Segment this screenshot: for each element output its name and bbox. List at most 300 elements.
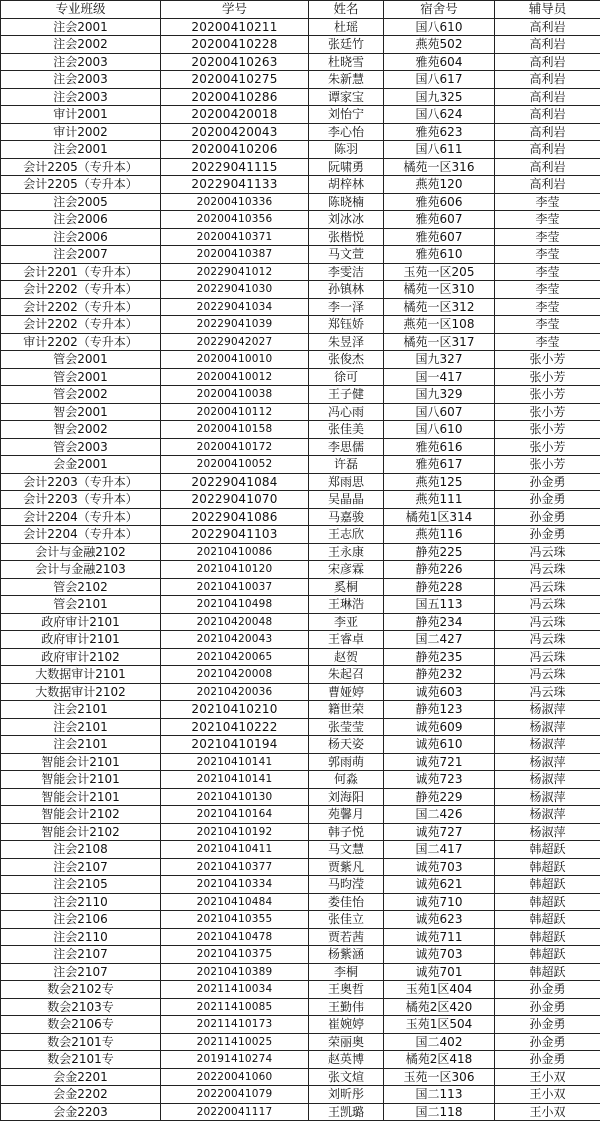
cell-name: 刘昕彤 <box>309 1086 384 1104</box>
cell-dorm: 国九325 <box>384 88 495 106</box>
table-row <box>1 71 600 89</box>
cell-counselor: 李莹 <box>495 298 600 316</box>
cell-dorm: 静苑235 <box>384 648 495 666</box>
cell-dorm: 诚苑711 <box>384 928 495 946</box>
cell-name: 吴晶晶 <box>309 491 384 509</box>
cell-class: 管会2001 <box>1 351 161 369</box>
cell-dorm: 燕苑502 <box>384 36 495 54</box>
cell-counselor: 韩超跃 <box>495 946 600 964</box>
cell-student-id: 20229041070 <box>161 491 309 509</box>
cell-dorm: 橘苑2区418 <box>384 1051 495 1069</box>
table-row <box>1 963 600 981</box>
cell-class: 注会2006 <box>1 228 161 246</box>
cell-class: 注会2107 <box>1 858 161 876</box>
cell-class: 会金2202 <box>1 1086 161 1104</box>
cell-counselor: 王小双 <box>495 1068 600 1086</box>
table-row <box>1 701 600 719</box>
cell-class: 智会2002 <box>1 421 161 439</box>
cell-name: 李桐 <box>309 963 384 981</box>
cell-class: 注会2003 <box>1 71 161 89</box>
cell-class: 注会2107 <box>1 946 161 964</box>
cell-counselor: 韩超跃 <box>495 911 600 929</box>
cell-name: 杜晓雪 <box>309 53 384 71</box>
cell-counselor: 高利岩 <box>495 176 600 194</box>
cell-dorm: 雅苑617 <box>384 456 495 474</box>
header-dorm: 宿舍号 <box>384 1 495 19</box>
cell-name: 籍世荣 <box>309 701 384 719</box>
table-row <box>1 1051 600 1069</box>
cell-name: 陈羽 <box>309 141 384 159</box>
table-row <box>1 281 600 299</box>
cell-student-id: 20210420008 <box>161 666 309 684</box>
cell-class: 会计与金融2103 <box>1 561 161 579</box>
cell-class: 注会2007 <box>1 246 161 264</box>
cell-class: 会计2201（专升本） <box>1 263 161 281</box>
cell-counselor: 高利岩 <box>495 88 600 106</box>
cell-counselor: 李莹 <box>495 333 600 351</box>
cell-name: 赵贺 <box>309 648 384 666</box>
cell-counselor: 杨淑萍 <box>495 736 600 754</box>
cell-class: 智能会计2101 <box>1 771 161 789</box>
cell-name: 贾紫凡 <box>309 858 384 876</box>
cell-name: 许磊 <box>309 456 384 474</box>
table-row <box>1 316 600 334</box>
table-row <box>1 1103 600 1121</box>
cell-class: 注会2001 <box>1 18 161 36</box>
cell-counselor: 张小芳 <box>495 403 600 421</box>
cell-class: 注会2110 <box>1 928 161 946</box>
cell-counselor: 冯云珠 <box>495 648 600 666</box>
cell-name: 何淼 <box>309 771 384 789</box>
table-row <box>1 508 600 526</box>
cell-dorm: 雅苑616 <box>384 438 495 456</box>
cell-dorm: 诚苑703 <box>384 858 495 876</box>
table-row <box>1 543 600 561</box>
cell-counselor: 李莹 <box>495 263 600 281</box>
cell-class: 数会2103专 <box>1 998 161 1016</box>
cell-student-id: 20191410274 <box>161 1051 309 1069</box>
cell-dorm: 雅苑623 <box>384 123 495 141</box>
table-row <box>1 858 600 876</box>
cell-dorm: 橘苑一区312 <box>384 298 495 316</box>
cell-class: 审计2202（专升本） <box>1 333 161 351</box>
cell-dorm: 诚苑623 <box>384 911 495 929</box>
cell-dorm: 国二426 <box>384 806 495 824</box>
cell-name: 张楷悦 <box>309 228 384 246</box>
cell-dorm: 静苑229 <box>384 788 495 806</box>
cell-student-id: 20229041030 <box>161 281 309 299</box>
cell-counselor: 韩超跃 <box>495 858 600 876</box>
cell-student-id: 20200410052 <box>161 456 309 474</box>
cell-counselor: 高利岩 <box>495 158 600 176</box>
table-row <box>1 263 600 281</box>
cell-student-id: 20200410336 <box>161 193 309 211</box>
cell-class: 注会2002 <box>1 36 161 54</box>
cell-dorm: 诚苑609 <box>384 718 495 736</box>
table-row <box>1 771 600 789</box>
table-row <box>1 753 600 771</box>
table-row <box>1 911 600 929</box>
cell-counselor: 孙金勇 <box>495 1016 600 1034</box>
cell-student-id: 20200410371 <box>161 228 309 246</box>
cell-student-id: 20200410038 <box>161 386 309 404</box>
cell-student-id: 20229041012 <box>161 263 309 281</box>
cell-class: 注会2101 <box>1 718 161 736</box>
cell-counselor: 韩超跃 <box>495 876 600 894</box>
cell-student-id: 20220041060 <box>161 1068 309 1086</box>
cell-dorm: 橘苑一区316 <box>384 158 495 176</box>
cell-student-id: 20200410206 <box>161 141 309 159</box>
table-row <box>1 736 600 754</box>
cell-dorm: 国八611 <box>384 141 495 159</box>
cell-name: 王子健 <box>309 386 384 404</box>
cell-class: 注会2105 <box>1 876 161 894</box>
cell-dorm: 诚苑621 <box>384 876 495 894</box>
cell-class: 注会2101 <box>1 736 161 754</box>
cell-class: 注会2006 <box>1 211 161 229</box>
cell-student-id: 20210410120 <box>161 561 309 579</box>
cell-class: 会金2001 <box>1 456 161 474</box>
cell-student-id: 20211410173 <box>161 1016 309 1034</box>
table-row <box>1 123 600 141</box>
table-row <box>1 666 600 684</box>
cell-counselor: 高利岩 <box>495 141 600 159</box>
cell-counselor: 冯云珠 <box>495 596 600 614</box>
cell-name: 宋彦霖 <box>309 561 384 579</box>
header-row <box>1 1 600 19</box>
cell-class: 会金2201 <box>1 1068 161 1086</box>
cell-student-id: 20200410211 <box>161 18 309 36</box>
table-row <box>1 368 600 386</box>
cell-name: 李一泽 <box>309 298 384 316</box>
table-row <box>1 106 600 124</box>
cell-counselor: 孙金勇 <box>495 1033 600 1051</box>
cell-dorm: 诚苑710 <box>384 893 495 911</box>
cell-student-id: 20210410192 <box>161 823 309 841</box>
cell-student-id: 20229041034 <box>161 298 309 316</box>
table-row <box>1 683 600 701</box>
cell-name: 韩子悦 <box>309 823 384 841</box>
cell-counselor: 冯云珠 <box>495 683 600 701</box>
cell-counselor: 韩超跃 <box>495 928 600 946</box>
table-row <box>1 946 600 964</box>
cell-dorm: 静苑228 <box>384 578 495 596</box>
cell-name: 孙镇林 <box>309 281 384 299</box>
cell-student-id: 20200410228 <box>161 36 309 54</box>
cell-counselor: 冯云珠 <box>495 561 600 579</box>
cell-name: 朱起召 <box>309 666 384 684</box>
cell-counselor: 高利岩 <box>495 71 600 89</box>
table-row <box>1 351 600 369</box>
cell-name: 谭家宝 <box>309 88 384 106</box>
cell-class: 管会2102 <box>1 578 161 596</box>
cell-counselor: 冯云珠 <box>495 666 600 684</box>
cell-counselor: 李莹 <box>495 193 600 211</box>
cell-student-id: 20210410484 <box>161 893 309 911</box>
cell-counselor: 王小双 <box>495 1086 600 1104</box>
cell-name: 苑馨月 <box>309 806 384 824</box>
cell-class: 数会2101专 <box>1 1051 161 1069</box>
cell-dorm: 燕苑125 <box>384 473 495 491</box>
cell-student-id: 20200410112 <box>161 403 309 421</box>
cell-class: 会计2203（专升本） <box>1 491 161 509</box>
table-row <box>1 53 600 71</box>
cell-dorm: 静苑234 <box>384 613 495 631</box>
cell-name: 陈晓楠 <box>309 193 384 211</box>
cell-counselor: 高利岩 <box>495 18 600 36</box>
cell-class: 审计2002 <box>1 123 161 141</box>
table-row <box>1 613 600 631</box>
cell-student-id: 20200420043 <box>161 123 309 141</box>
table-row <box>1 176 600 194</box>
cell-student-id: 20200410172 <box>161 438 309 456</box>
cell-class: 大数据审计2101 <box>1 666 161 684</box>
cell-class: 政府审计2102 <box>1 648 161 666</box>
table-row <box>1 141 600 159</box>
cell-counselor: 冯云珠 <box>495 543 600 561</box>
cell-student-id: 20200410286 <box>161 88 309 106</box>
cell-name: 张廷竹 <box>309 36 384 54</box>
table-row <box>1 631 600 649</box>
cell-name: 王睿卓 <box>309 631 384 649</box>
cell-name: 王永康 <box>309 543 384 561</box>
cell-name: 王志欣 <box>309 526 384 544</box>
cell-counselor: 杨淑萍 <box>495 753 600 771</box>
cell-dorm: 诚苑703 <box>384 946 495 964</box>
cell-student-id: 20200410158 <box>161 421 309 439</box>
cell-dorm: 国一417 <box>384 368 495 386</box>
table-row <box>1 561 600 579</box>
cell-class: 注会2106 <box>1 911 161 929</box>
cell-name: 贾若茜 <box>309 928 384 946</box>
cell-class: 智会2001 <box>1 403 161 421</box>
table-row <box>1 526 600 544</box>
table-row <box>1 158 600 176</box>
cell-name: 张莹莹 <box>309 718 384 736</box>
cell-dorm: 静苑232 <box>384 666 495 684</box>
cell-class: 数会2106专 <box>1 1016 161 1034</box>
cell-counselor: 孙金勇 <box>495 1051 600 1069</box>
table-row <box>1 1016 600 1034</box>
cell-counselor: 冯云珠 <box>495 631 600 649</box>
cell-class: 政府审计2101 <box>1 631 161 649</box>
cell-name: 杨紫涵 <box>309 946 384 964</box>
cell-student-id: 20229041115 <box>161 158 309 176</box>
cell-counselor: 冯云珠 <box>495 578 600 596</box>
cell-counselor: 张小芳 <box>495 351 600 369</box>
cell-name: 马文慧 <box>309 841 384 859</box>
table-row <box>1 578 600 596</box>
cell-class: 会计2203（专升本） <box>1 473 161 491</box>
cell-student-id: 20210410334 <box>161 876 309 894</box>
cell-name: 阮啸勇 <box>309 158 384 176</box>
cell-dorm: 国五113 <box>384 596 495 614</box>
cell-class: 注会2003 <box>1 88 161 106</box>
cell-student-id: 20200410387 <box>161 246 309 264</box>
table-row <box>1 211 600 229</box>
table-row <box>1 333 600 351</box>
cell-student-id: 20210410141 <box>161 771 309 789</box>
cell-name: 李亚 <box>309 613 384 631</box>
cell-student-id: 20210410210 <box>161 701 309 719</box>
cell-dorm: 燕苑120 <box>384 176 495 194</box>
cell-name: 李心怡 <box>309 123 384 141</box>
cell-student-id: 20200410356 <box>161 211 309 229</box>
cell-dorm: 玉苑1区404 <box>384 981 495 999</box>
table-row <box>1 421 600 439</box>
cell-class: 注会2107 <box>1 963 161 981</box>
cell-counselor: 韩超跃 <box>495 893 600 911</box>
cell-student-id: 20210410141 <box>161 753 309 771</box>
cell-student-id: 20210420043 <box>161 631 309 649</box>
table-row <box>1 928 600 946</box>
table-row <box>1 806 600 824</box>
cell-counselor: 张小芳 <box>495 368 600 386</box>
cell-name: 徐可 <box>309 368 384 386</box>
cell-dorm: 国八624 <box>384 106 495 124</box>
cell-name: 郑雨思 <box>309 473 384 491</box>
cell-dorm: 燕苑116 <box>384 526 495 544</box>
table-row <box>1 648 600 666</box>
cell-counselor: 杨淑萍 <box>495 771 600 789</box>
cell-student-id: 20220041117 <box>161 1103 309 1121</box>
cell-class: 会计2204（专升本） <box>1 526 161 544</box>
cell-name: 王琳浩 <box>309 596 384 614</box>
table-row <box>1 473 600 491</box>
table-row <box>1 1033 600 1051</box>
cell-class: 注会2108 <box>1 841 161 859</box>
cell-dorm: 诚苑610 <box>384 736 495 754</box>
cell-name: 张文煊 <box>309 1068 384 1086</box>
cell-name: 王勤伟 <box>309 998 384 1016</box>
cell-name: 王奥哲 <box>309 981 384 999</box>
cell-class: 智能会计2102 <box>1 806 161 824</box>
cell-counselor: 张小芳 <box>495 456 600 474</box>
cell-counselor: 韩超跃 <box>495 841 600 859</box>
cell-student-id: 20229041133 <box>161 176 309 194</box>
cell-student-id: 20210410355 <box>161 911 309 929</box>
cell-student-id: 20210410222 <box>161 718 309 736</box>
cell-name: 杜瑶 <box>309 18 384 36</box>
cell-dorm: 橘苑一区310 <box>384 281 495 299</box>
table-row <box>1 596 600 614</box>
cell-name: 马文萱 <box>309 246 384 264</box>
table-row <box>1 88 600 106</box>
cell-dorm: 国八607 <box>384 403 495 421</box>
cell-dorm: 国二113 <box>384 1086 495 1104</box>
cell-name: 王凯璐 <box>309 1103 384 1121</box>
cell-dorm: 国八610 <box>384 421 495 439</box>
cell-dorm: 燕苑111 <box>384 491 495 509</box>
cell-dorm: 橘苑一区317 <box>384 333 495 351</box>
cell-dorm: 雅苑606 <box>384 193 495 211</box>
cell-name: 刘冰冰 <box>309 211 384 229</box>
cell-class: 管会2003 <box>1 438 161 456</box>
cell-class: 数会2101专 <box>1 1033 161 1051</box>
cell-class: 会计2205（专升本） <box>1 176 161 194</box>
cell-class: 会计与金融2102 <box>1 543 161 561</box>
cell-counselor: 孙金勇 <box>495 981 600 999</box>
cell-name: 朱新慧 <box>309 71 384 89</box>
cell-name: 张佳美 <box>309 421 384 439</box>
cell-counselor: 杨淑萍 <box>495 718 600 736</box>
cell-dorm: 静苑225 <box>384 543 495 561</box>
cell-student-id: 20200410263 <box>161 53 309 71</box>
table-row <box>1 1086 600 1104</box>
cell-student-id: 20210410389 <box>161 963 309 981</box>
cell-student-id: 20210420065 <box>161 648 309 666</box>
cell-student-id: 20210410164 <box>161 806 309 824</box>
cell-student-id: 20210410037 <box>161 578 309 596</box>
table-row <box>1 403 600 421</box>
cell-class: 会计2204（专升本） <box>1 508 161 526</box>
cell-student-id: 20210410130 <box>161 788 309 806</box>
cell-name: 李思儒 <box>309 438 384 456</box>
cell-student-id: 20210420048 <box>161 613 309 631</box>
cell-counselor: 李莹 <box>495 246 600 264</box>
header-name: 姓名 <box>309 1 384 19</box>
cell-dorm: 玉苑1区504 <box>384 1016 495 1034</box>
cell-dorm: 燕苑一区108 <box>384 316 495 334</box>
cell-name: 马嘉骏 <box>309 508 384 526</box>
cell-student-id: 20210410498 <box>161 596 309 614</box>
table-row <box>1 1068 600 1086</box>
cell-dorm: 雅苑607 <box>384 211 495 229</box>
cell-counselor: 张小芳 <box>495 421 600 439</box>
cell-student-id: 20210410194 <box>161 736 309 754</box>
cell-counselor: 孙金勇 <box>495 508 600 526</box>
cell-class: 数会2102专 <box>1 981 161 999</box>
cell-student-id: 20210410086 <box>161 543 309 561</box>
cell-name: 马昀滢 <box>309 876 384 894</box>
cell-class: 智能会计2101 <box>1 753 161 771</box>
cell-name: 朱昱泽 <box>309 333 384 351</box>
cell-class: 政府审计2101 <box>1 613 161 631</box>
cell-student-id: 20229041086 <box>161 508 309 526</box>
cell-dorm: 诚苑727 <box>384 823 495 841</box>
cell-dorm: 国二427 <box>384 631 495 649</box>
cell-student-id: 20210410478 <box>161 928 309 946</box>
cell-name: 奚桐 <box>309 578 384 596</box>
cell-name: 崔婉婷 <box>309 1016 384 1034</box>
cell-class: 注会2005 <box>1 193 161 211</box>
cell-student-id: 20229041103 <box>161 526 309 544</box>
cell-counselor: 孙金勇 <box>495 998 600 1016</box>
cell-name: 娄佳怡 <box>309 893 384 911</box>
cell-dorm: 雅苑607 <box>384 228 495 246</box>
cell-student-id: 20211410085 <box>161 998 309 1016</box>
cell-student-id: 20210410375 <box>161 946 309 964</box>
cell-name: 郭雨萌 <box>309 753 384 771</box>
cell-student-id: 20229042027 <box>161 333 309 351</box>
cell-student-id: 20211410025 <box>161 1033 309 1051</box>
cell-counselor: 杨淑萍 <box>495 788 600 806</box>
table-row <box>1 18 600 36</box>
cell-student-id: 20211410034 <box>161 981 309 999</box>
cell-dorm: 雅苑604 <box>384 53 495 71</box>
cell-counselor: 杨淑萍 <box>495 823 600 841</box>
cell-class: 审计2001 <box>1 106 161 124</box>
cell-counselor: 张小芳 <box>495 386 600 404</box>
cell-dorm: 玉苑一区205 <box>384 263 495 281</box>
table-row <box>1 386 600 404</box>
cell-name: 荣丽奥 <box>309 1033 384 1051</box>
cell-class: 注会2110 <box>1 893 161 911</box>
header-counselor: 辅导员 <box>495 1 600 19</box>
cell-counselor: 杨淑萍 <box>495 701 600 719</box>
cell-student-id: 20210410411 <box>161 841 309 859</box>
table-row <box>1 788 600 806</box>
